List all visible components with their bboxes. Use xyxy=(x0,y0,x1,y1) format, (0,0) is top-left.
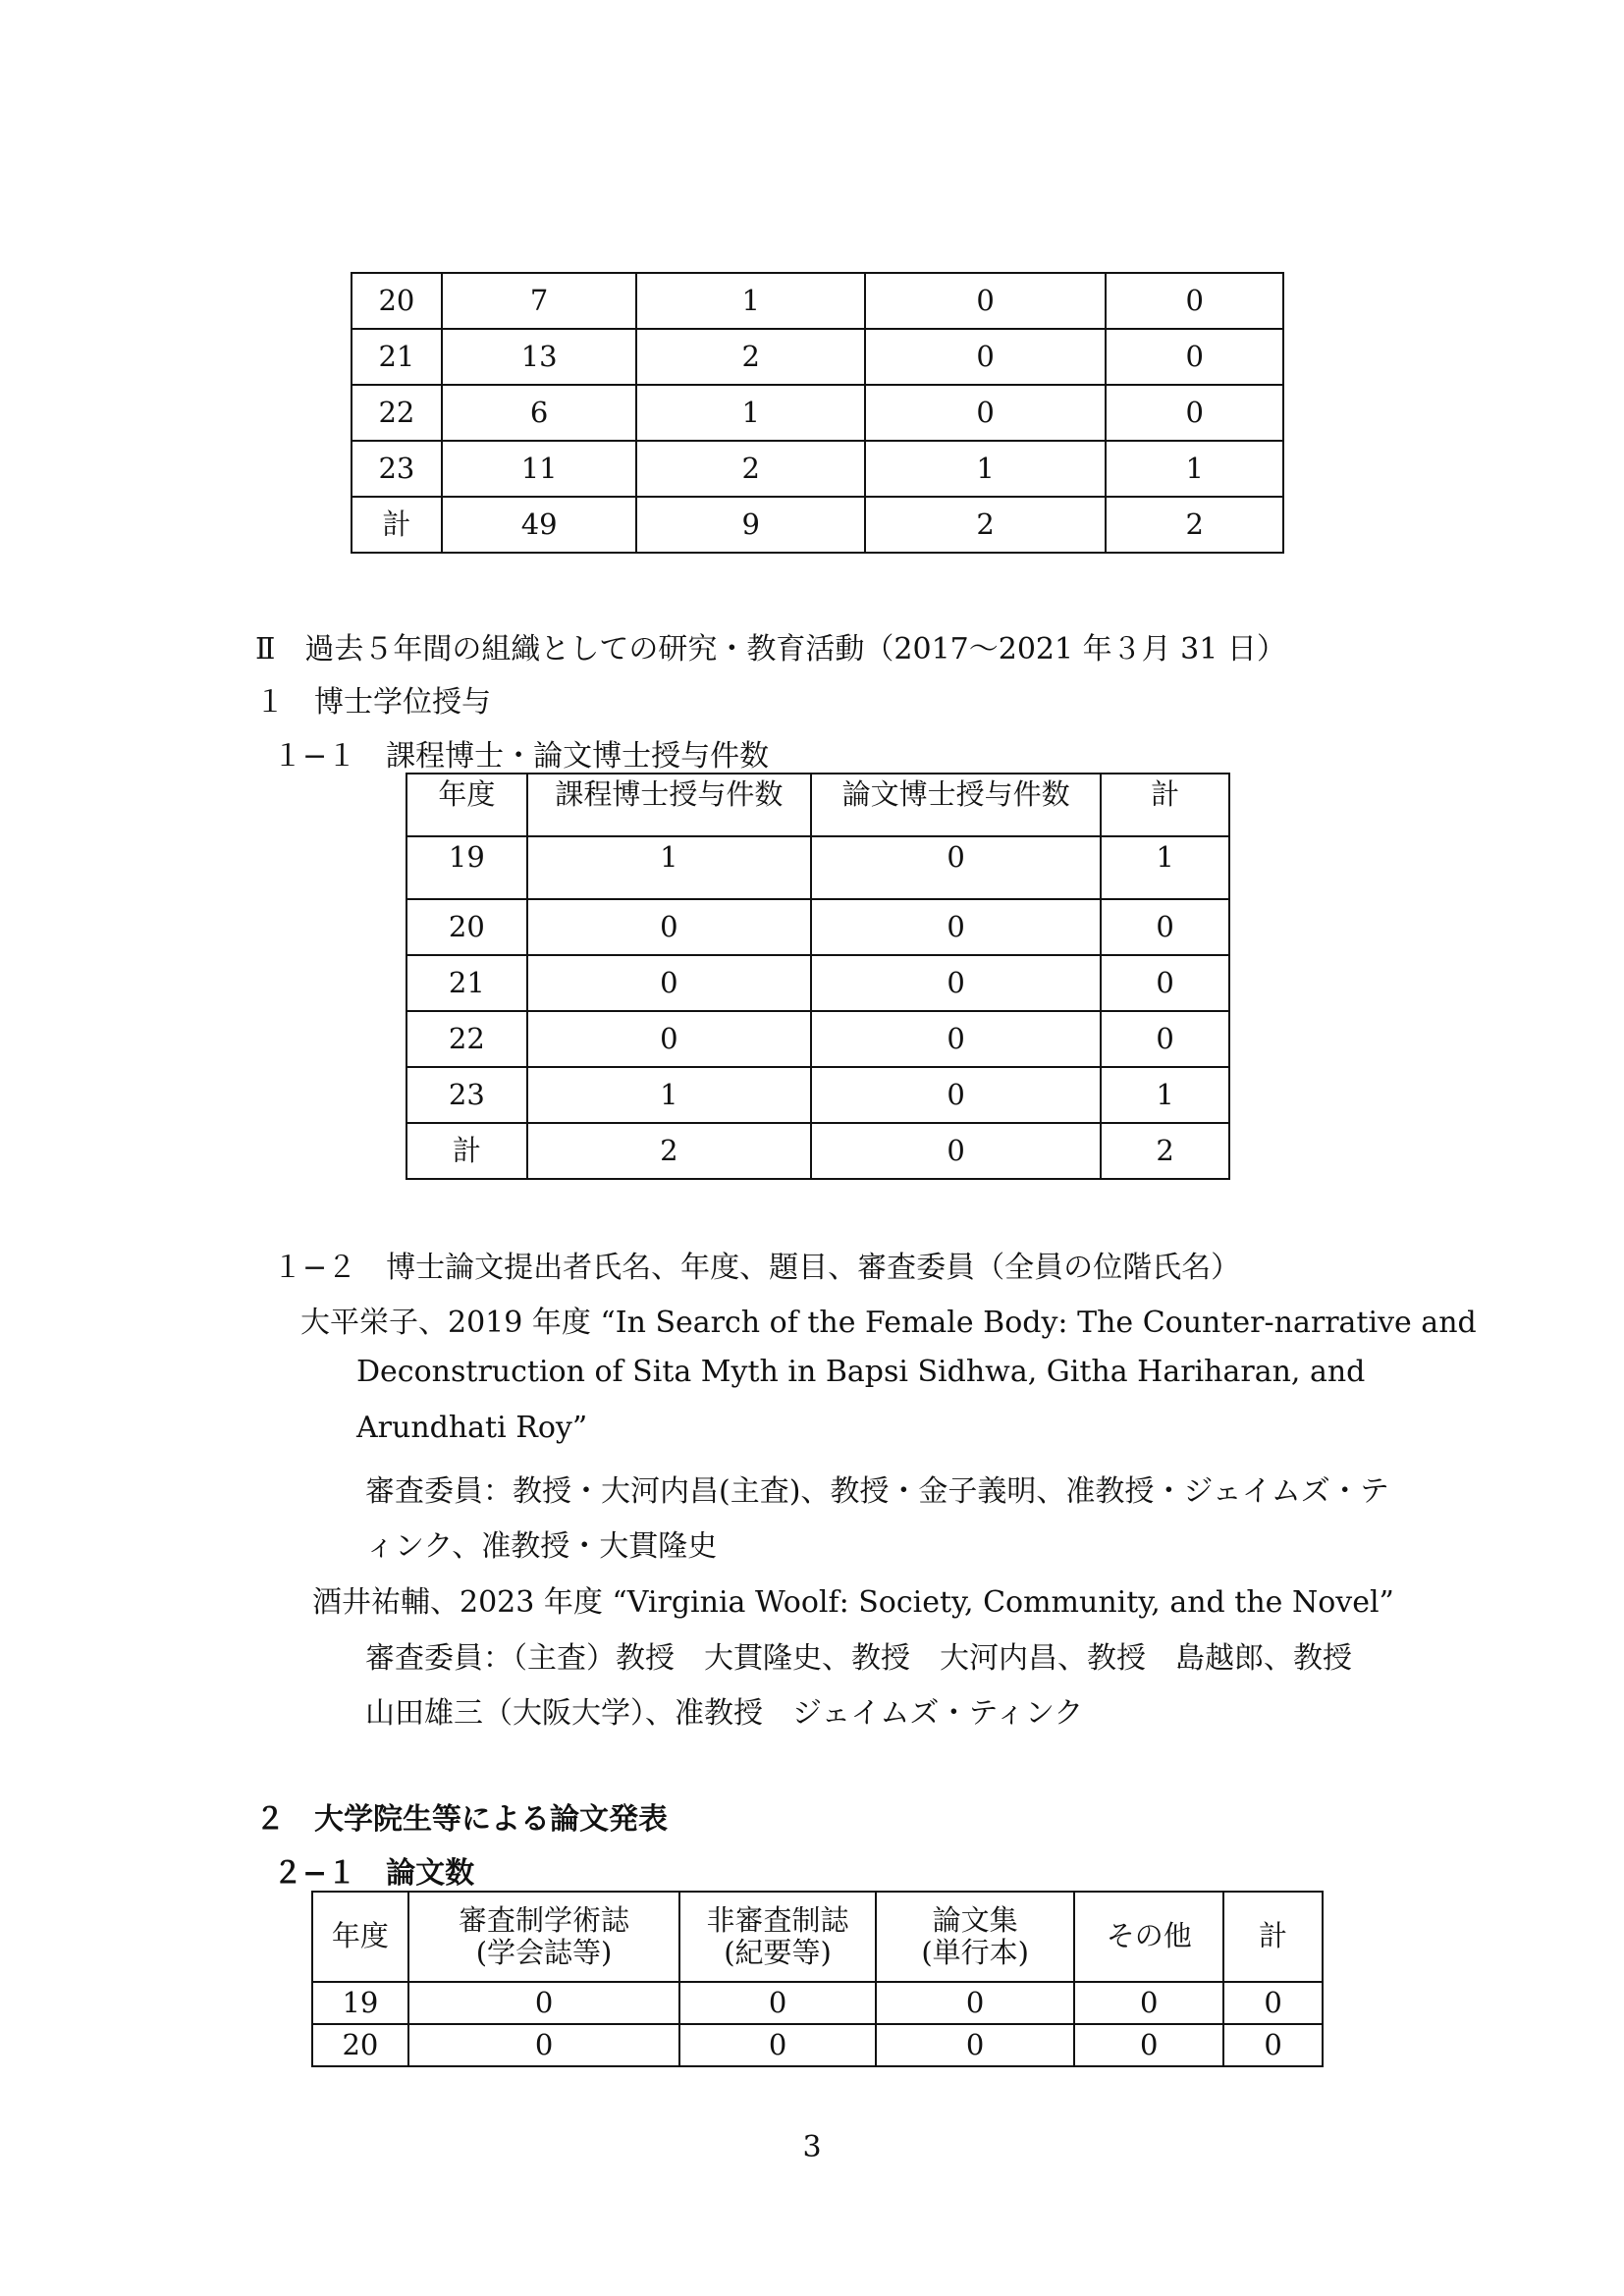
table-cell: 1 xyxy=(1101,1067,1229,1123)
column-header-line1: 非審査制誌 xyxy=(706,1902,849,1937)
table-cell: 0 xyxy=(1106,273,1283,329)
table-cell: 計 xyxy=(406,1123,527,1179)
table-row xyxy=(406,836,1229,899)
table-cell: 19 xyxy=(312,1982,408,2024)
table-cell: 2 xyxy=(527,1123,811,1179)
table-row xyxy=(352,329,1283,385)
doctoral-degree-table-body xyxy=(406,836,1229,1179)
table-cell: 0 xyxy=(811,955,1101,1011)
table-cell: 計 xyxy=(352,497,442,553)
table-cell: 1 xyxy=(1101,836,1229,899)
table-cell: 19 xyxy=(406,836,527,899)
table-cell: 0 xyxy=(679,2024,876,2066)
paper-count-table-head xyxy=(312,1892,1323,1982)
paper-count-table xyxy=(311,1891,1324,2067)
column-header xyxy=(679,1892,876,1982)
column-header xyxy=(1074,1892,1223,1982)
table-cell: 0 xyxy=(865,273,1106,329)
table-cell: 20 xyxy=(352,273,442,329)
table-cell: 0 xyxy=(1223,1982,1323,2024)
table-cell: 22 xyxy=(352,385,442,441)
table-cell: 1 xyxy=(636,273,864,329)
table-cell: 0 xyxy=(876,1982,1075,2024)
table-cell: 20 xyxy=(312,2024,408,2066)
entry2-committee-line1: 審査委員：（主査）教授 大貫隆史、教授 大河内昌、教授 島越郎、教授 xyxy=(365,1641,1352,1676)
entry1-line2: Deconstruction of Sita Myth in Bapsi Sidhwa, Githa Hariharan, and xyxy=(356,1355,1366,1389)
column-header-line1: その他 xyxy=(1106,1919,1192,1953)
table-cell: 7 xyxy=(442,273,637,329)
table-row xyxy=(312,1982,1323,2024)
table-cell: 21 xyxy=(406,955,527,1011)
subsection-heading-2: ２ 大学院生等による論文発表 xyxy=(255,1802,668,1837)
table-cell: 49 xyxy=(442,497,637,553)
doctoral-degree-table-head xyxy=(406,774,1229,836)
column-header xyxy=(408,1892,679,1982)
column-header-line1: 年度 xyxy=(331,1919,389,1953)
entry1-line1: 大平栄子、2019 年度 “In Search of the Female Body: The Counter-narrative and xyxy=(300,1306,1477,1340)
subsection-heading-1-1: １−１ 課程博士・論文博士授与件数 xyxy=(273,739,770,774)
table-cell: 1 xyxy=(527,836,811,899)
table-row xyxy=(406,955,1229,1011)
table-header-row xyxy=(312,1892,1323,1982)
entry2-line1: 酒井祐輔、2023 年度 “Virginia Woolf: Society, Community, and the Novel” xyxy=(312,1585,1394,1620)
table-cell: 0 xyxy=(1101,955,1229,1011)
table-cell: 0 xyxy=(1106,385,1283,441)
table-cell: 2 xyxy=(865,497,1106,553)
column-header: 年度 xyxy=(406,774,527,836)
table-cell: 23 xyxy=(352,441,442,497)
table-row xyxy=(406,1123,1229,1179)
table-row xyxy=(406,1067,1229,1123)
table-cell: 20 xyxy=(406,899,527,955)
table-cell: 2 xyxy=(636,441,864,497)
table-cell: 0 xyxy=(527,955,811,1011)
column-header-line2: (学会誌等) xyxy=(475,1936,613,1969)
column-header xyxy=(312,1892,408,1982)
entry1-line3: Arundhati Roy” xyxy=(356,1411,588,1445)
column-header xyxy=(1223,1892,1323,1982)
table-cell: 0 xyxy=(865,385,1106,441)
subsection-heading-2-1: ２−１ 論文数 xyxy=(273,1856,475,1891)
table-cell: 1 xyxy=(865,441,1106,497)
subsection-heading-1: １ 博士学位授与 xyxy=(255,685,491,720)
entry1-committee-line1: 審査委員：教授・大河内昌(主査)、教授・金子義明、准教授・ジェイムズ・テ xyxy=(365,1474,1389,1509)
table-cell: 22 xyxy=(406,1011,527,1067)
table-cell: 13 xyxy=(442,329,637,385)
page-number: 3 xyxy=(802,2130,822,2164)
table-cell: 0 xyxy=(811,1123,1101,1179)
table-continued-body xyxy=(352,273,1283,553)
table-row xyxy=(352,441,1283,497)
table-cell: 1 xyxy=(1106,441,1283,497)
table-cell: 23 xyxy=(406,1067,527,1123)
column-header: 課程博士授与件数 xyxy=(527,774,811,836)
entry2-committee-line2: 山田雄三（大阪大学）、准教授 ジェイムズ・ティンク xyxy=(365,1696,1084,1731)
table-cell: 21 xyxy=(352,329,442,385)
column-header: 論文博士授与件数 xyxy=(811,774,1101,836)
column-header-line1: 審査制学術誌 xyxy=(459,1902,630,1937)
column-header-line2: (紀要等) xyxy=(724,1936,832,1969)
table-cell: 11 xyxy=(442,441,637,497)
table-cell: 0 xyxy=(876,2024,1075,2066)
table-row xyxy=(312,2024,1323,2066)
table-row xyxy=(352,497,1283,553)
column-header-line1: 計 xyxy=(1259,1919,1288,1953)
table-cell: 0 xyxy=(679,1982,876,2024)
entry1-committee-line2: ィンク、准教授・大貫隆史 xyxy=(365,1529,718,1564)
table-cell: 0 xyxy=(408,2024,679,2066)
table-cell: 2 xyxy=(1101,1123,1229,1179)
subsection-heading-1-2: １−２ 博士論文提出者氏名、年度、題目、審査委員（全員の位階氏名） xyxy=(273,1251,1241,1285)
table-cell: 0 xyxy=(527,899,811,955)
table-header-row xyxy=(406,774,1229,836)
table-cell: 0 xyxy=(1106,329,1283,385)
table-cell: 0 xyxy=(408,1982,679,2024)
table-cell: 0 xyxy=(1101,1011,1229,1067)
doctoral-degree-table xyxy=(406,773,1230,1180)
table-cell: 6 xyxy=(442,385,637,441)
table-cell: 2 xyxy=(636,329,864,385)
table-row xyxy=(352,273,1283,329)
table-cell: 0 xyxy=(811,836,1101,899)
table-cell: 0 xyxy=(1223,2024,1323,2066)
section-heading-2: Ⅱ 過去５年間の組織としての研究・教育活動（2017〜2021 年３月 31 日） xyxy=(255,632,1286,667)
column-header: 計 xyxy=(1101,774,1229,836)
table-cell: 9 xyxy=(636,497,864,553)
table-continued xyxy=(351,272,1284,554)
column-header xyxy=(876,1892,1075,1982)
table-cell: 0 xyxy=(1074,1982,1223,2024)
table-cell: 1 xyxy=(636,385,864,441)
table-cell: 0 xyxy=(527,1011,811,1067)
column-header-line2: (単行本) xyxy=(921,1936,1029,1969)
table-row xyxy=(406,1011,1229,1067)
table-cell: 0 xyxy=(1101,899,1229,955)
table-cell: 0 xyxy=(811,1067,1101,1123)
table-cell: 0 xyxy=(811,1011,1101,1067)
table-row xyxy=(406,899,1229,955)
table-row xyxy=(352,385,1283,441)
table-cell: 0 xyxy=(865,329,1106,385)
paper-count-table-body xyxy=(312,1982,1323,2066)
column-header-line1: 論文集 xyxy=(932,1902,1018,1937)
table-cell: 2 xyxy=(1106,497,1283,553)
table-cell: 0 xyxy=(811,899,1101,955)
table-cell: 1 xyxy=(527,1067,811,1123)
table-cell: 0 xyxy=(1074,2024,1223,2066)
